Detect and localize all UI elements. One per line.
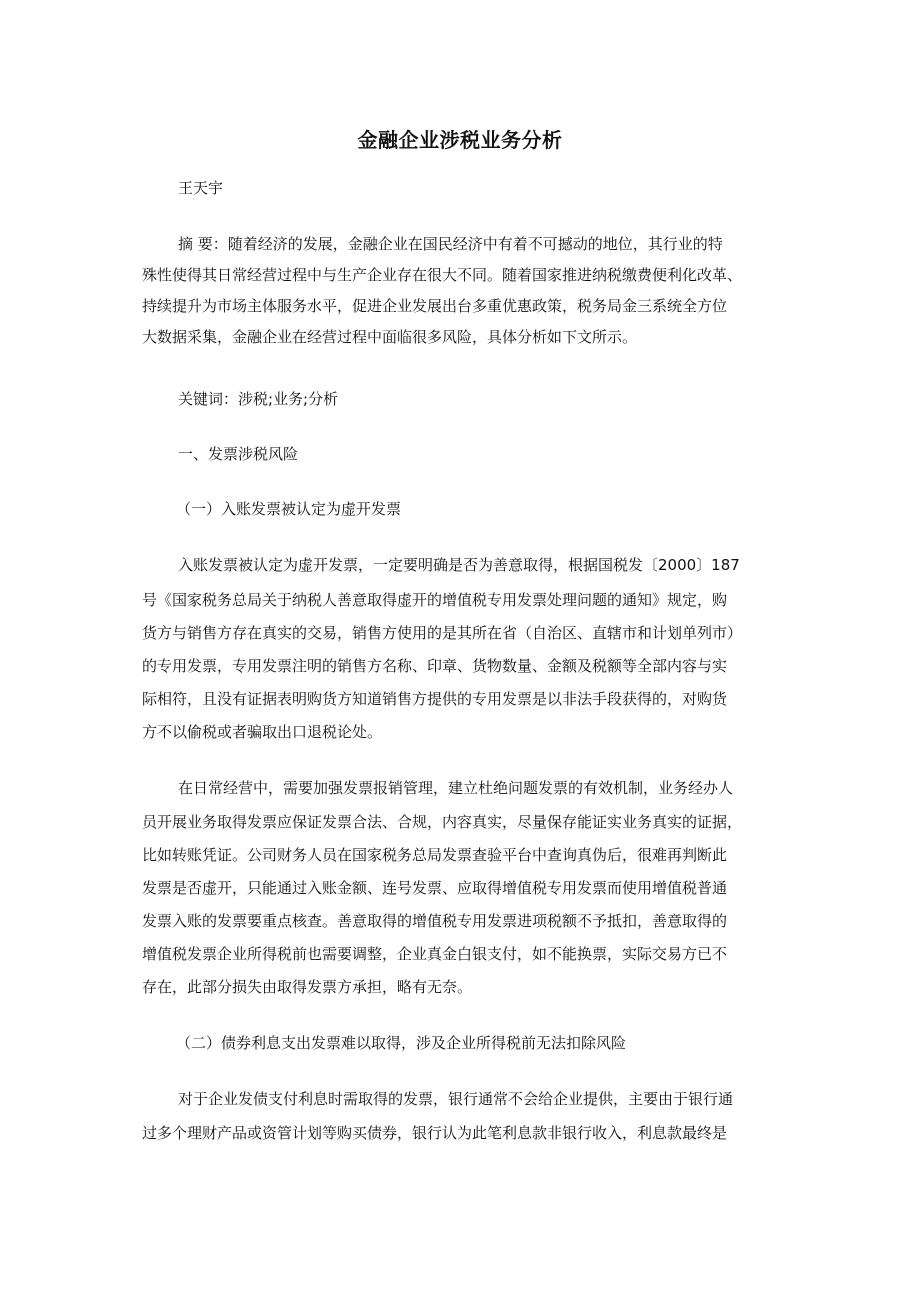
para2-line-3: 比如转账凭证。公司财务人员在国家税务总局发票查验平台中查询真伪后，很难再判断此 bbox=[142, 846, 728, 864]
para1-line-5: 际相符，且没有证据表明购货方知道销售方提供的专用发票是以非法手段获得的，对购货 bbox=[142, 690, 728, 708]
abstract-line-1: 摘 要：随着经济的发展，金融企业在国民经济中有着不可撼动的地位，其行业的特 bbox=[178, 235, 723, 253]
subsection-heading-2: （二）债券利息支出发票难以取得，涉及企业所得税前无法扣除风险 bbox=[176, 1034, 627, 1052]
abstract-line-3: 持续提升为市场主体服务水平，促进企业发展出台多重优惠政策，税务局金三系统全方位 bbox=[142, 297, 728, 315]
keywords-line: 关键词：涉税;业务;分析 bbox=[178, 390, 339, 408]
para2-line-5: 发票入账的发票要重点核查。善意取得的增值税专用发票进项税额不予抵扣，善意取得的 bbox=[142, 912, 728, 930]
para2-line-2: 员开展业务取得发票应保证发票合法、合规，内容真实，尽量保存能证实业务真实的证据， bbox=[142, 813, 743, 831]
para1-line-1: 入账发票被认定为虚开发票，一定要明确是否为善意取得，根据国税发〔2000〕187 bbox=[178, 556, 740, 574]
para2-line-1: 在日常经营中，需要加强发票报销管理，建立杜绝问题发票的有效机制，业务经办人 bbox=[178, 779, 734, 797]
abstract-line-2: 殊性使得其日常经营过程中与生产企业存在很大不同。随着国家推进纳税缴费便利化改革、 bbox=[142, 266, 743, 284]
para2-line-6: 增值税发票企业所得税前也需要调整，企业真金白银支付，如不能换票，实际交易方已不 bbox=[142, 945, 728, 963]
para1-line-4: 的专用发票，专用发票注明的销售方名称、印章、货物数量、金额及税额等全部内容与实 bbox=[142, 657, 728, 675]
para3-line-2: 过多个理财产品或资管计划等购买债券，银行认为此笔利息款非银行收入，利息款最终是 bbox=[142, 1124, 728, 1142]
document-title: 金融企业涉税业务分析 bbox=[357, 128, 563, 152]
abstract-line-4: 大数据采集，金融企业在经营过程中面临很多风险，具体分析如下文所示。 bbox=[142, 328, 638, 346]
subsection-heading-1: （一）入账发票被认定为虚开发票 bbox=[176, 500, 402, 518]
para1-line-3: 货方与销售方存在真实的交易，销售方使用的是其所在省（自治区、直辖市和计划单列市） bbox=[142, 624, 743, 642]
para1-line-6: 方不以偷税或者骗取出口退税论处。 bbox=[142, 723, 383, 741]
para2-line-7: 存在，此部分损失由取得发票方承担，略有无奈。 bbox=[142, 978, 473, 996]
para1-line-2: 号《国家税务总局关于纳税人善意取得虚开的增值税专用发票处理问题的通知》规定，购 bbox=[142, 591, 728, 609]
author-name: 王天宇 bbox=[178, 179, 224, 197]
para3-line-1: 对于企业发债支付利息时需取得的发票，银行通常不会给企业提供，主要由于银行通 bbox=[178, 1090, 734, 1108]
para2-line-4: 发票是否虚开，只能通过入账金额、连号发票、应取得增值税专用发票而使用增值税普通 bbox=[142, 879, 728, 897]
section-heading-1: 一、发票涉税风险 bbox=[178, 445, 299, 463]
